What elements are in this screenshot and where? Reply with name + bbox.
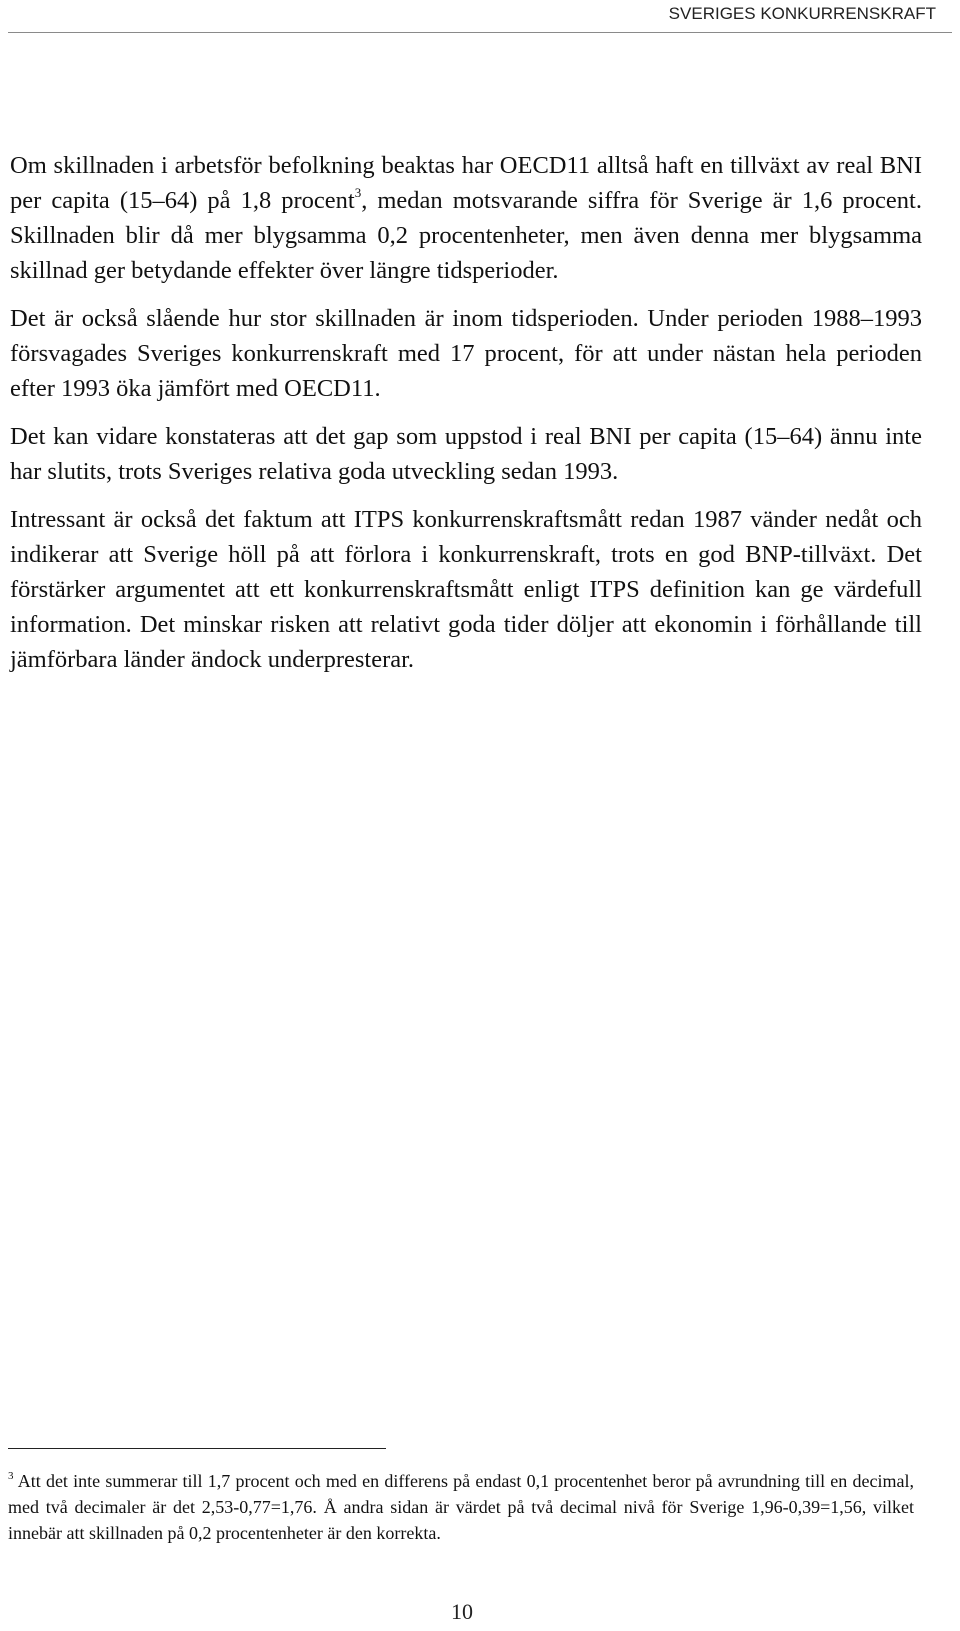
footnote-text: Att det inte summerar till 1,7 procent och med en differens på endast 0,1 procentenhet beror på avrundning till en decimal, med två decimaler är det 2,53-0,77=1,76. Å andra sidan är värdet på två decimal nivå för Sverige 1,96-0,39=1,56, vilket innebär att skillnaden på 0,2 procentenheter är den korrekta. — [8, 1471, 914, 1543]
paragraph-2: Det är också slående hur stor skillnaden är inom tidsperioden. Under perioden 1988–1993 försvagades Sveriges konkurrenskraft med 17 procent, för att under nästan hela perioden efter 1993 öka jämfört med OECD11. — [10, 305, 922, 402]
body-text — [10, 148, 922, 677]
running-header — [8, 0, 952, 33]
paragraph-1-text: Om skillnaden i arbetsför befolkning beaktas har OECD11 alltså haft en tillväxt av real BNI per capita (15–64) på 1,8 procent — [10, 152, 922, 214]
paragraph-1 — [10, 148, 922, 288]
footnote-marker: 3 — [8, 1470, 14, 1482]
footnote-divider — [8, 1448, 386, 1449]
footnote-reference[interactable]: 3 — [354, 185, 362, 200]
paragraph-4: Intressant är också det faktum att ITPS konkurrenskraftsmått redan 1987 vänder nedåt och indikerar att Sverige höll på att förlora i konkurrenskraft, trots en god BNP-tillväxt. Det förstärker argumentet att ett konkurrenskraftsmått enligt ITPS definition kan ge värdefull information. Det minskar risken att relativt goda tider döljer att ekonomin i förhållande till jämförbara länder ändock underpresterar. — [10, 506, 922, 673]
footnote — [8, 1468, 914, 1546]
paragraph-1-continuation: , medan motsvarande siffra för Sverige är 1,6 procent. Skillnaden blir då mer blygsamma 0,2 procentenheter, men även denna mer blygsamma skillnad ger betydande effekter över längre tidsperioder. — [10, 187, 922, 284]
paragraph-3: Det kan vidare konstateras att det gap som uppstod i real BNI per capita (15–64) ännu inte har slutits, trots Sveriges relativa goda utveckling sedan 1993. — [10, 423, 922, 485]
page-number: 10 — [451, 1599, 473, 1624]
running-title: SVERIGES KONKURRENSKRAFT — [668, 4, 936, 23]
